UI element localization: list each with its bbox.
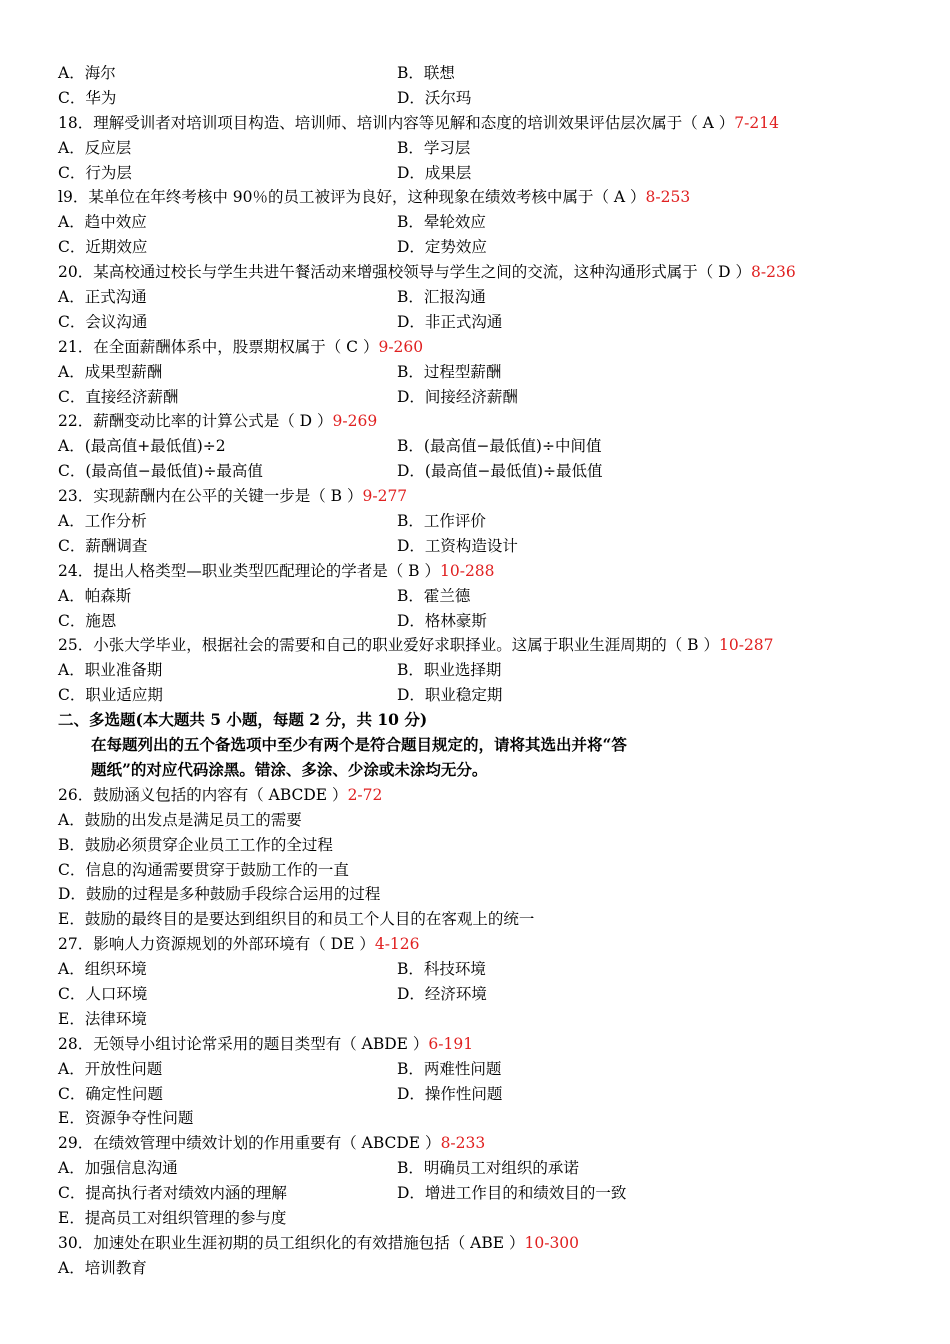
option-row <box>58 584 918 609</box>
question-line <box>58 932 918 957</box>
option-left: A．工作分析 <box>58 512 147 531</box>
option-left: A．帕森斯 <box>58 586 132 605</box>
option-left: A．(最高值+最低值)÷2 <box>58 437 226 456</box>
option-left: C．行为层 <box>58 163 132 182</box>
question-line <box>58 633 918 658</box>
option-row <box>58 1082 918 1107</box>
question-text: 21．在全面薪酬体系中，股票期权属于（ C ） <box>58 337 379 356</box>
question-line <box>58 559 918 584</box>
option-row <box>58 982 918 1007</box>
option-left: C．近期效应 <box>58 238 148 257</box>
page-reference: 8-236 <box>751 263 796 282</box>
question-text: l9．某单位在年终考核中 90％的员工被评为良好，这种现象在绩效考核中属于（ A ） <box>58 188 646 207</box>
option-right: D．(最高值−最低值)÷最低值 <box>397 462 603 481</box>
question-text: 28．无领导小组讨论常采用的题目类型有（ ABDE ） <box>58 1034 429 1053</box>
option-row <box>58 235 918 260</box>
page-reference: 9-269 <box>332 412 378 431</box>
question-text: 26．鼓励涵义包括的内容有（ ABCDE ） <box>58 785 348 804</box>
option-left: C．职业适应期 <box>58 686 163 705</box>
option-left: A．组织环境 <box>58 960 147 979</box>
question-line <box>58 260 918 285</box>
option-line: E．鼓励的最终目的是要达到组织目的和员工个人目的在客观上的统一 <box>58 910 535 929</box>
question-line <box>58 1231 918 1256</box>
option-right: D．职业稳定期 <box>397 686 503 705</box>
option-right: B．过程型薪酬 <box>397 362 502 381</box>
option-right: B．联想 <box>397 64 455 82</box>
option-line: E．资源争夺性问题 <box>58 1109 194 1128</box>
option-right: D．工资构造设计 <box>397 536 518 555</box>
option-left: A．趋中效应 <box>58 213 147 232</box>
page-reference: 2-72 <box>347 785 383 804</box>
question-text: 20．某高校通过校长与学生共进午餐活动来增强校领导与学生之间的交流，这种沟通形式属于（ D ） <box>58 263 752 282</box>
option-left: C．直接经济薪酬 <box>58 387 179 406</box>
option-left: C．人口环境 <box>58 984 148 1003</box>
option-right: B．职业选择期 <box>397 661 502 680</box>
option-row <box>58 509 918 534</box>
option-right: B．学习层 <box>397 138 471 157</box>
section-instruction: 题纸”的对应代码涂黑。错涂、多涂、少涂或未涂均无分。 <box>91 759 488 779</box>
option-row <box>58 136 918 161</box>
option-row <box>58 1156 918 1181</box>
option-left: C．华为 <box>58 88 117 107</box>
option-row <box>58 957 918 982</box>
question-line <box>58 185 918 210</box>
option-right: B．明确员工对组织的承诺 <box>397 1159 579 1178</box>
page-reference: 10-287 <box>718 636 774 655</box>
option-right: D．间接经济薪酬 <box>397 387 518 406</box>
page-reference: 9-277 <box>362 487 408 506</box>
option-line: E．法律环境 <box>58 1009 147 1028</box>
option-row <box>58 360 918 385</box>
question-line <box>58 1032 918 1057</box>
question-line <box>58 484 918 509</box>
section-heading: 二、多选题(本大题共 5 小题，每题 2 分，共 10 分) <box>58 710 428 730</box>
option-left: A．开放性问题 <box>58 1059 163 1078</box>
question-text: 30．加速处在职业生涯初期的员工组织化的有效措施包括（ ABE ） <box>58 1233 525 1252</box>
question-text: 24．提出人格类型—职业类型匹配理论的学者是（ B ） <box>58 561 440 580</box>
page-reference: 8-253 <box>645 188 691 207</box>
option-row <box>58 385 918 410</box>
option-right: B．晕轮效应 <box>397 213 486 232</box>
question-text: 25．小张大学毕业，根据社会的需要和自己的职业爱好求职择业。这属于职业生涯周期的（ B ） <box>58 636 719 655</box>
option-row <box>58 459 918 484</box>
option-right: B．两难性问题 <box>397 1059 502 1078</box>
page-reference: 10-300 <box>524 1233 580 1252</box>
page-reference: 7-214 <box>734 113 779 132</box>
option-left: C．确定性问题 <box>58 1084 163 1103</box>
option-row <box>58 310 918 335</box>
option-row <box>58 534 918 559</box>
option-row <box>58 210 918 235</box>
option-left: A．正式沟通 <box>58 288 147 307</box>
question-line <box>58 335 918 360</box>
option-left: C．(最高值−最低值)÷最高值 <box>58 462 263 481</box>
option-line: E．提高员工对组织管理的参与度 <box>58 1208 287 1227</box>
option-right: B．汇报沟通 <box>397 288 486 307</box>
option-row <box>58 161 918 186</box>
option-left: C．提高执行者对绩效内涵的理解 <box>58 1184 287 1203</box>
option-row <box>58 609 918 634</box>
question-line <box>58 111 918 136</box>
option-right: D．定势效应 <box>397 238 487 257</box>
question-text: 18．理解受训者对培训项目构造、培训师、培训内容等见解和态度的培训效果评估层次属于（ A ） <box>58 113 735 132</box>
option-line: A．鼓励的出发点是满足员工的需要 <box>58 810 302 829</box>
option-left: A．成果型薪酬 <box>58 362 163 381</box>
option-left: A．反应层 <box>58 138 132 157</box>
option-row <box>58 285 918 310</box>
question-text: 22．薪酬变动比率的计算公式是（ D ） <box>58 412 333 431</box>
option-right: D．增进工作目的和绩效目的一致 <box>397 1184 627 1203</box>
page-reference: 9-260 <box>378 337 424 356</box>
option-row <box>58 86 918 111</box>
option-left: C．会议沟通 <box>58 312 148 331</box>
question-text: 23．实现薪酬内在公平的关键一步是（ B ） <box>58 487 363 506</box>
option-right: B．霍兰德 <box>397 586 471 605</box>
page-reference: 4-126 <box>374 935 420 954</box>
option-left: A．海尔 <box>58 64 116 82</box>
question-line <box>58 783 918 808</box>
section-instruction: 在每题列出的五个备选项中至少有两个是符合题目规定的，请将其选出并将“答 <box>91 735 627 755</box>
option-row <box>58 434 918 459</box>
option-line: B．鼓励必须贯穿企业员工工作的全过程 <box>58 835 333 854</box>
option-line: A．培训教育 <box>58 1258 147 1277</box>
option-left: C．施恩 <box>58 611 117 630</box>
question-text: 29．在绩效管理中绩效计划的作用重要有（ ABCDE ） <box>58 1134 441 1153</box>
option-right: D．经济环境 <box>397 984 487 1003</box>
option-line: D．鼓励的过程是多种鼓励手段综合运用的过程 <box>58 885 381 904</box>
question-line <box>58 1131 918 1156</box>
option-right: B．科技环境 <box>397 960 486 979</box>
option-left: A．职业准备期 <box>58 661 163 680</box>
question-line <box>58 409 918 434</box>
option-right: D．非正式沟通 <box>397 312 503 331</box>
exam-content <box>58 61 918 1281</box>
option-left: A．加强信息沟通 <box>58 1159 178 1178</box>
option-right: D．格林豪斯 <box>397 611 487 630</box>
page-reference: 8-233 <box>440 1134 486 1153</box>
option-row <box>58 1057 918 1082</box>
option-right: D．沃尔玛 <box>397 88 472 107</box>
page-reference: 10-288 <box>439 561 495 580</box>
option-right: B．工作评价 <box>397 512 486 531</box>
option-row <box>58 683 918 708</box>
option-right: D．操作性问题 <box>397 1084 503 1103</box>
question-text: 27．影响人力资源规划的外部环境有（ DE ） <box>58 935 375 954</box>
page-reference: 6-191 <box>428 1034 474 1053</box>
option-row <box>58 61 918 86</box>
option-row <box>58 1181 918 1206</box>
option-row <box>58 658 918 683</box>
option-line: C．信息的沟通需要贯穿于鼓励工作的一直 <box>58 860 349 879</box>
option-left: C．薪酬调查 <box>58 536 148 555</box>
option-right: B．(最高值−最低值)÷中间值 <box>397 437 602 456</box>
option-right: D．成果层 <box>397 163 472 182</box>
